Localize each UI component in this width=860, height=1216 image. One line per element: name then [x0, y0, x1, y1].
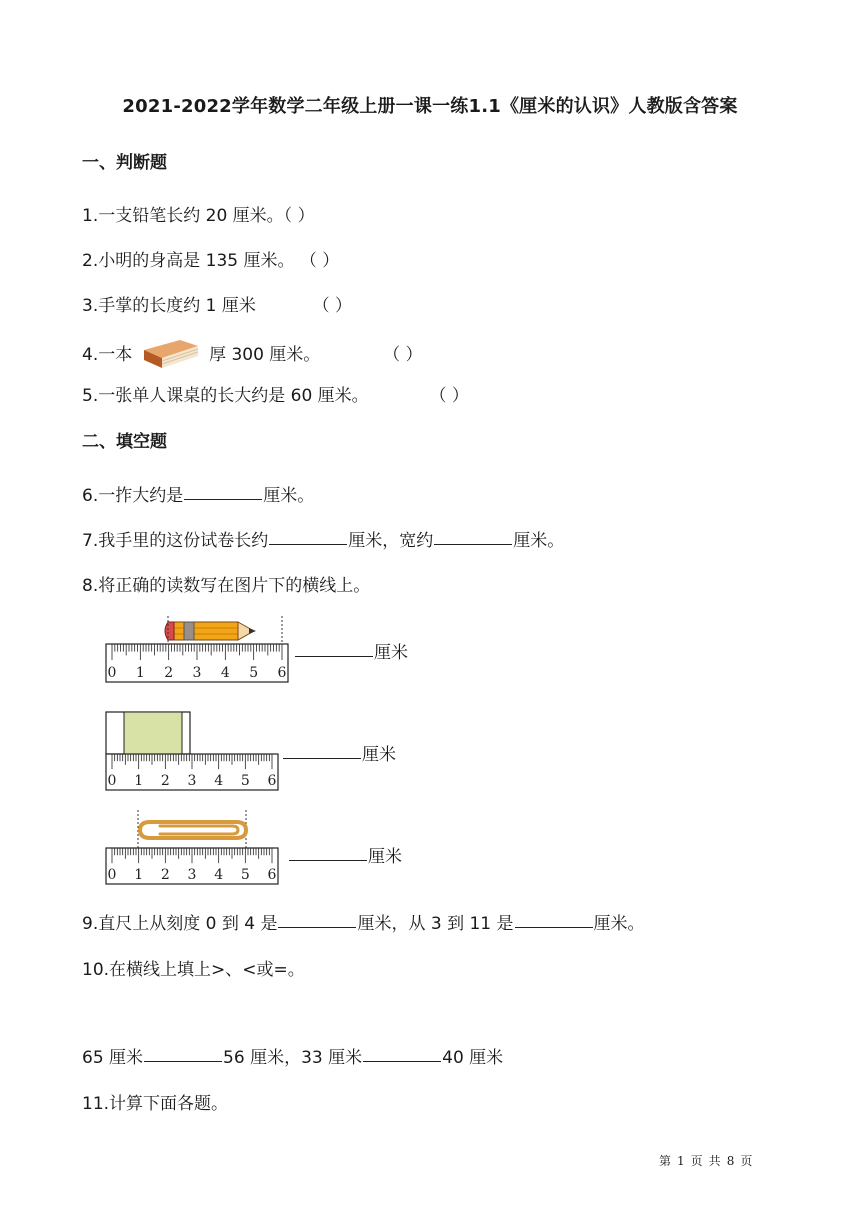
question-6-suffix: 厘米。: [263, 486, 315, 506]
answer-parentheses: （ ）: [383, 345, 423, 365]
ruler: [106, 644, 288, 682]
question-7-middle: 厘米，宽约: [348, 531, 434, 551]
ruler-number: 1: [135, 665, 145, 681]
question-3: [82, 291, 352, 316]
question-9-suffix: 厘米。: [593, 914, 645, 934]
eraser-icon: [106, 712, 190, 754]
answer-blank[interactable]: [144, 1060, 222, 1062]
ruler-number: 3: [192, 665, 202, 681]
ruler-number: 0: [107, 665, 117, 681]
answer-parentheses: （ ）: [312, 296, 353, 316]
book-icon: [140, 336, 202, 370]
question-4-prefix: 4.一本: [82, 345, 133, 365]
answer-blank[interactable]: [363, 1060, 441, 1062]
question-9: [82, 909, 645, 934]
question-10-items: [82, 1043, 503, 1068]
paperclip-icon: [138, 810, 246, 848]
question-9-middle: 厘米，从 3 到 11 是: [357, 914, 514, 934]
ruler-number: 6: [267, 867, 277, 883]
figure-3-answer: [288, 842, 402, 867]
answer-blank[interactable]: [269, 543, 347, 545]
pencil-icon: [165, 616, 282, 642]
figure-2-answer: [282, 740, 396, 765]
answer-blank[interactable]: [278, 926, 356, 928]
question-2: 2.小明的身高是 135 厘米。 （ ）: [82, 251, 340, 271]
ruler-number: 6: [277, 665, 287, 681]
footer-word: 共: [708, 1154, 721, 1168]
page-title: 2021-2022学年数学二年级上册一课一练1.1《厘米的认识》人教版含答案: [122, 96, 738, 117]
question-6-prefix: 6.一拃大约是: [82, 486, 184, 506]
answer-blank[interactable]: [184, 498, 262, 500]
ruler: [106, 848, 278, 884]
ruler-number: 4: [220, 665, 230, 681]
ruler-number: 0: [107, 867, 117, 883]
answer-blank[interactable]: [295, 655, 373, 657]
ruler-number: 3: [187, 773, 197, 789]
ruler-number: 1: [134, 773, 144, 789]
ruler-number: 5: [240, 773, 250, 789]
ruler-number: 4: [214, 773, 224, 789]
ruler-number: 3: [187, 867, 197, 883]
ruler-number: 6: [267, 773, 277, 789]
footer-page-number: 1: [677, 1154, 685, 1168]
footer-total-pages: 8: [726, 1154, 735, 1168]
ruler: [106, 754, 278, 790]
ruler-number: 5: [249, 665, 259, 681]
question-5: [82, 381, 469, 406]
question-5-text: 5.一张单人课桌的长大约是 60 厘米。: [82, 386, 369, 406]
question-6: [82, 481, 314, 506]
ruler-number: 2: [160, 773, 170, 789]
figure-paperclip-ruler: [104, 806, 284, 890]
footer-word: 页: [690, 1154, 703, 1168]
compare-item: 56 厘米，33 厘米: [223, 1048, 363, 1068]
answer-blank[interactable]: [515, 926, 593, 928]
ruler-number: 5: [240, 867, 250, 883]
question-10: 10.在横线上填上>、<或=。: [82, 960, 305, 980]
figure-1-answer: [294, 638, 408, 663]
question-9-prefix: 9.直尺上从刻度 0 到 4 是: [82, 914, 278, 934]
page-footer: [656, 1152, 755, 1169]
section-heading-judgement: 一、判断题: [82, 153, 167, 173]
question-4-suffix: 厚 300 厘米。: [209, 345, 321, 365]
question-7-suffix: 厘米。: [513, 531, 565, 551]
figure-eraser-ruler: [104, 708, 284, 794]
question-4: [82, 336, 423, 370]
ruler-number: 1: [134, 867, 144, 883]
question-8: 8.将正确的读数写在图片下的横线上。: [82, 576, 371, 596]
compare-item: 65 厘米: [82, 1048, 144, 1068]
unit-label: 厘米: [362, 745, 396, 765]
question-11: 11.计算下面各题。: [82, 1094, 229, 1114]
answer-blank[interactable]: [283, 757, 361, 759]
compare-item: 40 厘米: [442, 1048, 504, 1068]
question-7-prefix: 7.我手里的这份试卷长约: [82, 531, 269, 551]
ruler-number: 4: [214, 867, 224, 883]
answer-parentheses: （ ）: [429, 386, 469, 406]
ruler-number: 2: [164, 665, 174, 681]
section-heading-fill-blank: 二、填空题: [82, 432, 167, 452]
answer-blank[interactable]: [434, 543, 512, 545]
figure-pencil-ruler: [104, 612, 294, 688]
ruler-number: 0: [107, 773, 117, 789]
question-7: [82, 526, 564, 551]
unit-label: 厘米: [368, 847, 402, 867]
unit-label: 厘米: [374, 643, 408, 663]
question-1: 1.一支铅笔长约 20 厘米。（ ）: [82, 206, 315, 226]
ruler-number: 2: [160, 867, 170, 883]
footer-word: 页: [740, 1154, 753, 1168]
footer-word: 第: [659, 1154, 672, 1168]
question-3-text: 3.手掌的长度约 1 厘米: [82, 296, 256, 316]
answer-blank[interactable]: [289, 859, 367, 861]
